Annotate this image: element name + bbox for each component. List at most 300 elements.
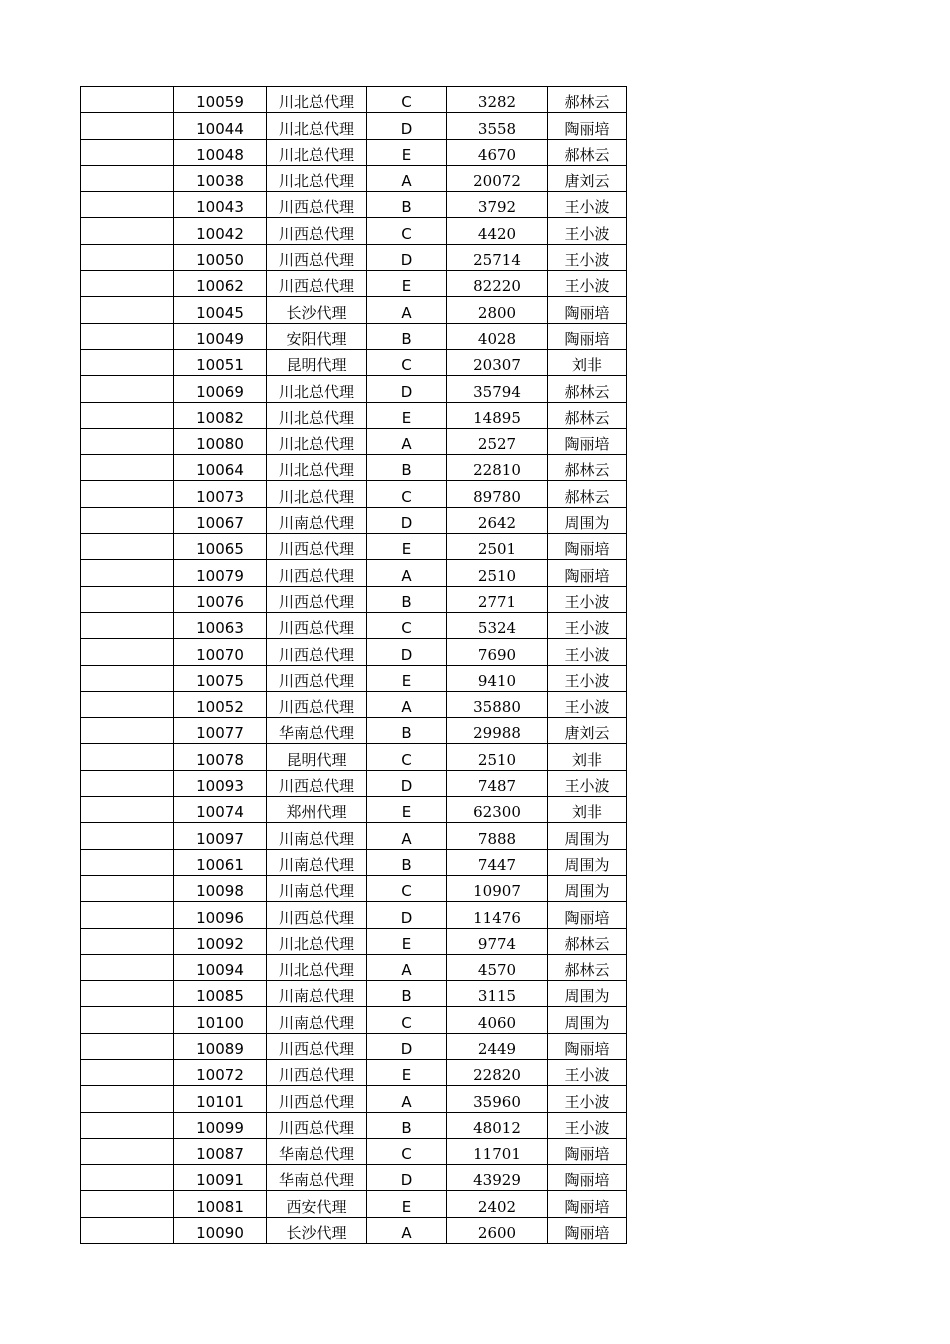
id-cell[interactable]: 10100: [174, 1007, 267, 1033]
agent-cell[interactable]: 川西总代理: [267, 271, 367, 297]
agent-cell[interactable]: 川西总代理: [267, 770, 367, 796]
blank-cell[interactable]: [81, 981, 174, 1007]
table-row: [81, 481, 627, 507]
agent-cell[interactable]: 川北总代理: [267, 402, 367, 428]
amount-cell[interactable]: 7447: [447, 849, 548, 875]
table-row: [81, 244, 627, 270]
id-cell[interactable]: 10069: [174, 376, 267, 402]
blank-cell[interactable]: [81, 244, 174, 270]
agent-cell[interactable]: 华南总代理: [267, 1138, 367, 1164]
id-cell[interactable]: 10082: [174, 402, 267, 428]
grade-cell[interactable]: C: [367, 349, 447, 375]
blank-cell[interactable]: [81, 139, 174, 165]
id-cell[interactable]: 10064: [174, 455, 267, 481]
agent-cell[interactable]: 川北总代理: [267, 481, 367, 507]
table-row: [81, 165, 627, 191]
blank-cell[interactable]: [81, 402, 174, 428]
amount-cell[interactable]: 35794: [447, 376, 548, 402]
blank-cell[interactable]: [81, 718, 174, 744]
id-cell[interactable]: 10050: [174, 244, 267, 270]
agent-cell[interactable]: 川北总代理: [267, 455, 367, 481]
amount-cell[interactable]: 3115: [447, 981, 548, 1007]
blank-cell[interactable]: [81, 954, 174, 980]
grade-cell[interactable]: D: [367, 1033, 447, 1059]
id-cell[interactable]: 10094: [174, 954, 267, 980]
table-row: [81, 1191, 627, 1217]
amount-cell[interactable]: 2527: [447, 428, 548, 454]
grade-cell[interactable]: B: [367, 718, 447, 744]
table-row: [81, 87, 627, 113]
person-cell[interactable]: 周围为: [548, 507, 627, 533]
grade-cell[interactable]: C: [367, 481, 447, 507]
blank-cell[interactable]: [81, 1217, 174, 1243]
grade-cell[interactable]: E: [367, 1059, 447, 1085]
agent-cell[interactable]: 川西总代理: [267, 612, 367, 638]
id-cell[interactable]: 10080: [174, 428, 267, 454]
agent-cell[interactable]: 川北总代理: [267, 87, 367, 113]
person-cell[interactable]: 唐刘云: [548, 165, 627, 191]
person-cell[interactable]: 陶丽培: [548, 113, 627, 139]
person-cell[interactable]: 唐刘云: [548, 718, 627, 744]
table-body: [81, 87, 627, 1244]
amount-cell[interactable]: 2501: [447, 534, 548, 560]
agent-cell[interactable]: 川南总代理: [267, 507, 367, 533]
amount-cell[interactable]: 7487: [447, 770, 548, 796]
blank-cell[interactable]: [81, 586, 174, 612]
agent-cell[interactable]: 川西总代理: [267, 1112, 367, 1138]
id-cell[interactable]: 10048: [174, 139, 267, 165]
amount-cell[interactable]: 2449: [447, 1033, 548, 1059]
agent-cell[interactable]: 昆明代理: [267, 349, 367, 375]
grade-cell[interactable]: E: [367, 271, 447, 297]
table-row: [81, 1086, 627, 1112]
person-cell[interactable]: 郝林云: [548, 139, 627, 165]
blank-cell[interactable]: [81, 113, 174, 139]
person-cell[interactable]: 周围为: [548, 1007, 627, 1033]
id-cell[interactable]: 10085: [174, 981, 267, 1007]
table-row: [81, 139, 627, 165]
amount-cell[interactable]: 3282: [447, 87, 548, 113]
table-row: [81, 1007, 627, 1033]
person-cell[interactable]: 陶丽培: [548, 902, 627, 928]
amount-cell[interactable]: 2510: [447, 560, 548, 586]
blank-cell[interactable]: [81, 534, 174, 560]
blank-cell[interactable]: [81, 560, 174, 586]
blank-cell[interactable]: [81, 297, 174, 323]
blank-cell[interactable]: [81, 1191, 174, 1217]
agent-cell[interactable]: 川南总代理: [267, 849, 367, 875]
id-cell[interactable]: 10090: [174, 1217, 267, 1243]
person-cell[interactable]: 王小波: [548, 1059, 627, 1085]
id-cell[interactable]: 10091: [174, 1165, 267, 1191]
id-cell[interactable]: 10073: [174, 481, 267, 507]
amount-cell[interactable]: 11701: [447, 1138, 548, 1164]
table-row: [81, 665, 627, 691]
person-cell[interactable]: 王小波: [548, 665, 627, 691]
agent-cell[interactable]: 川西总代理: [267, 691, 367, 717]
person-cell[interactable]: 王小波: [548, 1086, 627, 1112]
grade-cell[interactable]: A: [367, 691, 447, 717]
table-row: [81, 849, 627, 875]
grade-cell[interactable]: D: [367, 639, 447, 665]
amount-cell[interactable]: 22820: [447, 1059, 548, 1085]
agent-cell[interactable]: 川西总代理: [267, 244, 367, 270]
person-cell[interactable]: 陶丽培: [548, 428, 627, 454]
agent-cell[interactable]: 华南总代理: [267, 1165, 367, 1191]
person-cell[interactable]: 陶丽培: [548, 323, 627, 349]
person-cell[interactable]: 王小波: [548, 770, 627, 796]
blank-cell[interactable]: [81, 1165, 174, 1191]
person-cell[interactable]: 王小波: [548, 586, 627, 612]
person-cell[interactable]: 王小波: [548, 612, 627, 638]
table-row: [81, 402, 627, 428]
grade-cell[interactable]: A: [367, 297, 447, 323]
id-cell[interactable]: 10093: [174, 770, 267, 796]
id-cell[interactable]: 10097: [174, 823, 267, 849]
id-cell[interactable]: 10063: [174, 612, 267, 638]
person-cell[interactable]: 郝林云: [548, 87, 627, 113]
table-row: [81, 691, 627, 717]
id-cell[interactable]: 10049: [174, 323, 267, 349]
person-cell[interactable]: 王小波: [548, 1112, 627, 1138]
blank-cell[interactable]: [81, 1007, 174, 1033]
id-cell[interactable]: 10072: [174, 1059, 267, 1085]
table-row: [81, 770, 627, 796]
amount-cell[interactable]: 20307: [447, 349, 548, 375]
blank-cell[interactable]: [81, 770, 174, 796]
blank-cell[interactable]: [81, 192, 174, 218]
blank-cell[interactable]: [81, 507, 174, 533]
blank-cell[interactable]: [81, 455, 174, 481]
agent-cell[interactable]: 长沙代理: [267, 1217, 367, 1243]
grade-cell[interactable]: D: [367, 244, 447, 270]
id-cell[interactable]: 10087: [174, 1138, 267, 1164]
id-cell[interactable]: 10079: [174, 560, 267, 586]
grade-cell[interactable]: A: [367, 1217, 447, 1243]
grade-cell[interactable]: E: [367, 928, 447, 954]
id-cell[interactable]: 10043: [174, 192, 267, 218]
agent-cell[interactable]: 川北总代理: [267, 928, 367, 954]
person-cell[interactable]: 郝林云: [548, 455, 627, 481]
person-cell[interactable]: 刘非: [548, 349, 627, 375]
blank-cell[interactable]: [81, 797, 174, 823]
person-cell[interactable]: 陶丽培: [548, 560, 627, 586]
person-cell[interactable]: 陶丽培: [548, 1033, 627, 1059]
person-cell[interactable]: 王小波: [548, 271, 627, 297]
id-cell[interactable]: 10061: [174, 849, 267, 875]
agent-cell[interactable]: 川西总代理: [267, 560, 367, 586]
amount-cell[interactable]: 25714: [447, 244, 548, 270]
id-cell[interactable]: 10052: [174, 691, 267, 717]
grade-cell[interactable]: A: [367, 823, 447, 849]
agent-cell[interactable]: 川北总代理: [267, 113, 367, 139]
blank-cell[interactable]: [81, 349, 174, 375]
grade-cell[interactable]: B: [367, 455, 447, 481]
person-cell[interactable]: 周围为: [548, 823, 627, 849]
blank-cell[interactable]: [81, 1138, 174, 1164]
data-table: [80, 86, 627, 1244]
amount-cell[interactable]: 10907: [447, 875, 548, 901]
blank-cell[interactable]: [81, 271, 174, 297]
agent-cell[interactable]: 川西总代理: [267, 192, 367, 218]
grade-cell[interactable]: D: [367, 770, 447, 796]
id-cell[interactable]: 10077: [174, 718, 267, 744]
amount-cell[interactable]: 4570: [447, 954, 548, 980]
grade-cell[interactable]: E: [367, 1191, 447, 1217]
grade-cell[interactable]: E: [367, 797, 447, 823]
amount-cell[interactable]: 4028: [447, 323, 548, 349]
person-cell[interactable]: 王小波: [548, 639, 627, 665]
person-cell[interactable]: 周围为: [548, 849, 627, 875]
grade-cell[interactable]: C: [367, 1138, 447, 1164]
table-row: [81, 455, 627, 481]
table-row: [81, 192, 627, 218]
grade-cell[interactable]: E: [367, 139, 447, 165]
id-cell[interactable]: 10070: [174, 639, 267, 665]
amount-cell[interactable]: 9774: [447, 928, 548, 954]
grade-cell[interactable]: B: [367, 1112, 447, 1138]
blank-cell[interactable]: [81, 87, 174, 113]
id-cell[interactable]: 10078: [174, 744, 267, 770]
grade-cell[interactable]: C: [367, 612, 447, 638]
agent-cell[interactable]: 安阳代理: [267, 323, 367, 349]
id-cell[interactable]: 10099: [174, 1112, 267, 1138]
agent-cell[interactable]: 郑州代理: [267, 797, 367, 823]
agent-cell[interactable]: 长沙代理: [267, 297, 367, 323]
grade-cell[interactable]: A: [367, 954, 447, 980]
table-row: [81, 1217, 627, 1243]
agent-cell[interactable]: 川北总代理: [267, 428, 367, 454]
agent-cell[interactable]: 川西总代理: [267, 639, 367, 665]
person-cell[interactable]: 周围为: [548, 875, 627, 901]
blank-cell[interactable]: [81, 823, 174, 849]
grade-cell[interactable]: D: [367, 376, 447, 402]
agent-cell[interactable]: 川西总代理: [267, 1059, 367, 1085]
agent-cell[interactable]: 川南总代理: [267, 823, 367, 849]
grade-cell[interactable]: C: [367, 875, 447, 901]
amount-cell[interactable]: 5324: [447, 612, 548, 638]
table-row: [81, 928, 627, 954]
blank-cell[interactable]: [81, 612, 174, 638]
amount-cell[interactable]: 89780: [447, 481, 548, 507]
id-cell[interactable]: 10075: [174, 665, 267, 691]
id-cell[interactable]: 10074: [174, 797, 267, 823]
amount-cell[interactable]: 62300: [447, 797, 548, 823]
table-row: [81, 744, 627, 770]
amount-cell[interactable]: 43929: [447, 1165, 548, 1191]
id-cell[interactable]: 10067: [174, 507, 267, 533]
person-cell[interactable]: 陶丽培: [548, 1165, 627, 1191]
agent-cell[interactable]: 川南总代理: [267, 875, 367, 901]
blank-cell[interactable]: [81, 428, 174, 454]
agent-cell[interactable]: 川北总代理: [267, 139, 367, 165]
amount-cell[interactable]: 11476: [447, 902, 548, 928]
amount-cell[interactable]: 82220: [447, 271, 548, 297]
table-row: [81, 954, 627, 980]
blank-cell[interactable]: [81, 165, 174, 191]
grade-cell[interactable]: A: [367, 560, 447, 586]
id-cell[interactable]: 10044: [174, 113, 267, 139]
amount-cell[interactable]: 2510: [447, 744, 548, 770]
amount-cell[interactable]: 48012: [447, 1112, 548, 1138]
grade-cell[interactable]: B: [367, 323, 447, 349]
agent-cell[interactable]: 川西总代理: [267, 218, 367, 244]
blank-cell[interactable]: [81, 928, 174, 954]
table-row: [81, 1165, 627, 1191]
agent-cell[interactable]: 川西总代理: [267, 586, 367, 612]
blank-cell[interactable]: [81, 665, 174, 691]
grade-cell[interactable]: A: [367, 165, 447, 191]
table-row: [81, 1059, 627, 1085]
agent-cell[interactable]: 川南总代理: [267, 981, 367, 1007]
table-row: [81, 981, 627, 1007]
grade-cell[interactable]: E: [367, 665, 447, 691]
id-cell[interactable]: 10089: [174, 1033, 267, 1059]
blank-cell[interactable]: [81, 1033, 174, 1059]
blank-cell[interactable]: [81, 1059, 174, 1085]
amount-cell[interactable]: 20072: [447, 165, 548, 191]
person-cell[interactable]: 王小波: [548, 244, 627, 270]
amount-cell[interactable]: 4060: [447, 1007, 548, 1033]
id-cell[interactable]: 10096: [174, 902, 267, 928]
agent-cell[interactable]: 昆明代理: [267, 744, 367, 770]
id-cell[interactable]: 10101: [174, 1086, 267, 1112]
id-cell[interactable]: 10062: [174, 271, 267, 297]
amount-cell[interactable]: 35880: [447, 691, 548, 717]
amount-cell[interactable]: 3792: [447, 192, 548, 218]
grade-cell[interactable]: C: [367, 744, 447, 770]
blank-cell[interactable]: [81, 1112, 174, 1138]
person-cell[interactable]: 陶丽培: [548, 1217, 627, 1243]
amount-cell[interactable]: 7888: [447, 823, 548, 849]
id-cell[interactable]: 10038: [174, 165, 267, 191]
table-row: [81, 218, 627, 244]
blank-cell[interactable]: [81, 376, 174, 402]
person-cell[interactable]: 刘非: [548, 744, 627, 770]
id-cell[interactable]: 10098: [174, 875, 267, 901]
table-row: [81, 612, 627, 638]
blank-cell[interactable]: [81, 691, 174, 717]
grade-cell[interactable]: C: [367, 218, 447, 244]
agent-cell[interactable]: 川西总代理: [267, 665, 367, 691]
agent-cell[interactable]: 西安代理: [267, 1191, 367, 1217]
amount-cell[interactable]: 2771: [447, 586, 548, 612]
table-row: [81, 718, 627, 744]
person-cell[interactable]: 王小波: [548, 691, 627, 717]
amount-cell[interactable]: 2402: [447, 1191, 548, 1217]
grade-cell[interactable]: B: [367, 849, 447, 875]
id-cell[interactable]: 10051: [174, 349, 267, 375]
agent-cell[interactable]: 华南总代理: [267, 718, 367, 744]
grade-cell[interactable]: D: [367, 507, 447, 533]
person-cell[interactable]: 郝林云: [548, 376, 627, 402]
amount-cell[interactable]: 2642: [447, 507, 548, 533]
agent-cell[interactable]: 川北总代理: [267, 165, 367, 191]
table-row: [81, 639, 627, 665]
grade-cell[interactable]: C: [367, 1007, 447, 1033]
person-cell[interactable]: 郝林云: [548, 928, 627, 954]
grade-cell[interactable]: B: [367, 981, 447, 1007]
grade-cell[interactable]: A: [367, 428, 447, 454]
agent-cell[interactable]: 川西总代理: [267, 1086, 367, 1112]
amount-cell[interactable]: 2600: [447, 1217, 548, 1243]
id-cell[interactable]: 10042: [174, 218, 267, 244]
blank-cell[interactable]: [81, 323, 174, 349]
grade-cell[interactable]: D: [367, 1165, 447, 1191]
grade-cell[interactable]: D: [367, 113, 447, 139]
id-cell[interactable]: 10081: [174, 1191, 267, 1217]
grade-cell[interactable]: A: [367, 1086, 447, 1112]
amount-cell[interactable]: 29988: [447, 718, 548, 744]
blank-cell[interactable]: [81, 481, 174, 507]
person-cell[interactable]: 陶丽培: [548, 534, 627, 560]
agent-cell[interactable]: 川西总代理: [267, 534, 367, 560]
person-cell[interactable]: 王小波: [548, 192, 627, 218]
table-row: [81, 797, 627, 823]
blank-cell[interactable]: [81, 902, 174, 928]
person-cell[interactable]: 刘非: [548, 797, 627, 823]
table-row: [81, 902, 627, 928]
grade-cell[interactable]: B: [367, 586, 447, 612]
table-row: [81, 507, 627, 533]
agent-cell[interactable]: 川西总代理: [267, 902, 367, 928]
grade-cell[interactable]: B: [367, 192, 447, 218]
person-cell[interactable]: 郝林云: [548, 954, 627, 980]
grade-cell[interactable]: C: [367, 87, 447, 113]
blank-cell[interactable]: [81, 849, 174, 875]
agent-cell[interactable]: 川南总代理: [267, 1007, 367, 1033]
id-cell[interactable]: 10092: [174, 928, 267, 954]
person-cell[interactable]: 郝林云: [548, 481, 627, 507]
agent-cell[interactable]: 川北总代理: [267, 954, 367, 980]
person-cell[interactable]: 王小波: [548, 218, 627, 244]
amount-cell[interactable]: 7690: [447, 639, 548, 665]
amount-cell[interactable]: 35960: [447, 1086, 548, 1112]
person-cell[interactable]: 陶丽培: [548, 297, 627, 323]
person-cell[interactable]: 郝林云: [548, 402, 627, 428]
table-row: [81, 823, 627, 849]
grade-cell[interactable]: D: [367, 902, 447, 928]
table-row: [81, 1138, 627, 1164]
grade-cell[interactable]: E: [367, 402, 447, 428]
blank-cell[interactable]: [81, 1086, 174, 1112]
amount-cell[interactable]: 2800: [447, 297, 548, 323]
agent-cell[interactable]: 川西总代理: [267, 1033, 367, 1059]
amount-cell[interactable]: 9410: [447, 665, 548, 691]
blank-cell[interactable]: [81, 218, 174, 244]
agent-cell[interactable]: 川北总代理: [267, 376, 367, 402]
blank-cell[interactable]: [81, 639, 174, 665]
grade-cell[interactable]: E: [367, 534, 447, 560]
amount-cell[interactable]: 3558: [447, 113, 548, 139]
person-cell[interactable]: 陶丽培: [548, 1138, 627, 1164]
amount-cell[interactable]: 22810: [447, 455, 548, 481]
table-row: [81, 271, 627, 297]
id-cell[interactable]: 10059: [174, 87, 267, 113]
id-cell[interactable]: 10045: [174, 297, 267, 323]
person-cell[interactable]: 陶丽培: [548, 1191, 627, 1217]
table-row: [81, 297, 627, 323]
id-cell[interactable]: 10065: [174, 534, 267, 560]
person-cell[interactable]: 周围为: [548, 981, 627, 1007]
amount-cell[interactable]: 4420: [447, 218, 548, 244]
amount-cell[interactable]: 4670: [447, 139, 548, 165]
blank-cell[interactable]: [81, 875, 174, 901]
table-row: [81, 534, 627, 560]
blank-cell[interactable]: [81, 744, 174, 770]
id-cell[interactable]: 10076: [174, 586, 267, 612]
amount-cell[interactable]: 14895: [447, 402, 548, 428]
